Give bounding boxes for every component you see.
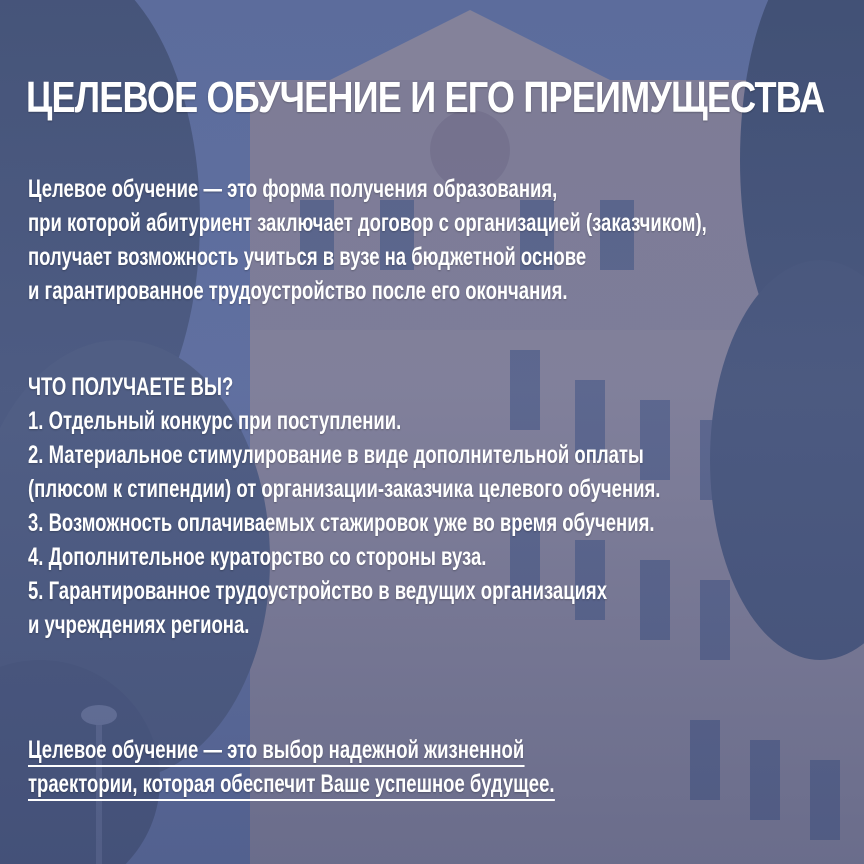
- benefit-line: 1. Отдельный конкурс при поступлении.: [28, 407, 402, 435]
- closing-statement: [28, 733, 555, 801]
- intro-line: получает возможность учиться в вузе на бюджетной основе: [28, 243, 587, 271]
- intro-line: при которой абитуриент заключает договор с организацией (заказчиком),: [28, 209, 707, 237]
- benefits-section: [28, 370, 660, 642]
- intro-line: и гарантированное трудоустройство после его окончания.: [28, 277, 568, 305]
- intro-line: Целевое обучение — это форма получения образования,: [28, 175, 558, 203]
- benefit-line: 2. Материальное стимулирование в виде дополнительной оплаты: [28, 441, 644, 469]
- intro-paragraph: [28, 172, 707, 308]
- benefit-line: и учреждениях региона.: [28, 611, 250, 639]
- benefit-line: (плюсом к стипендии) от организации-заказчика целевого обучения.: [28, 475, 661, 503]
- page-title: ЦЕЛЕВОЕ ОБУЧЕНИЕ И ЕГО ПРЕИМУЩЕСТВА: [26, 73, 825, 122]
- benefit-line: 4. Дополнительное кураторство со стороны вуза.: [28, 543, 487, 571]
- benefit-line: 5. Гарантированное трудоустройство в ведущих организациях: [28, 577, 608, 605]
- benefits-heading: ЧТО ПОЛУЧАЕТЕ ВЫ?: [28, 373, 234, 401]
- benefit-line: 3. Возможность оплачиваемых стажировок уже во время обучения.: [28, 509, 655, 537]
- closing-line: Целевое обучение — это выбор надежной жизненной: [28, 736, 524, 767]
- closing-line: траектории, которая обеспечит Ваше успешное будущее.: [28, 770, 555, 801]
